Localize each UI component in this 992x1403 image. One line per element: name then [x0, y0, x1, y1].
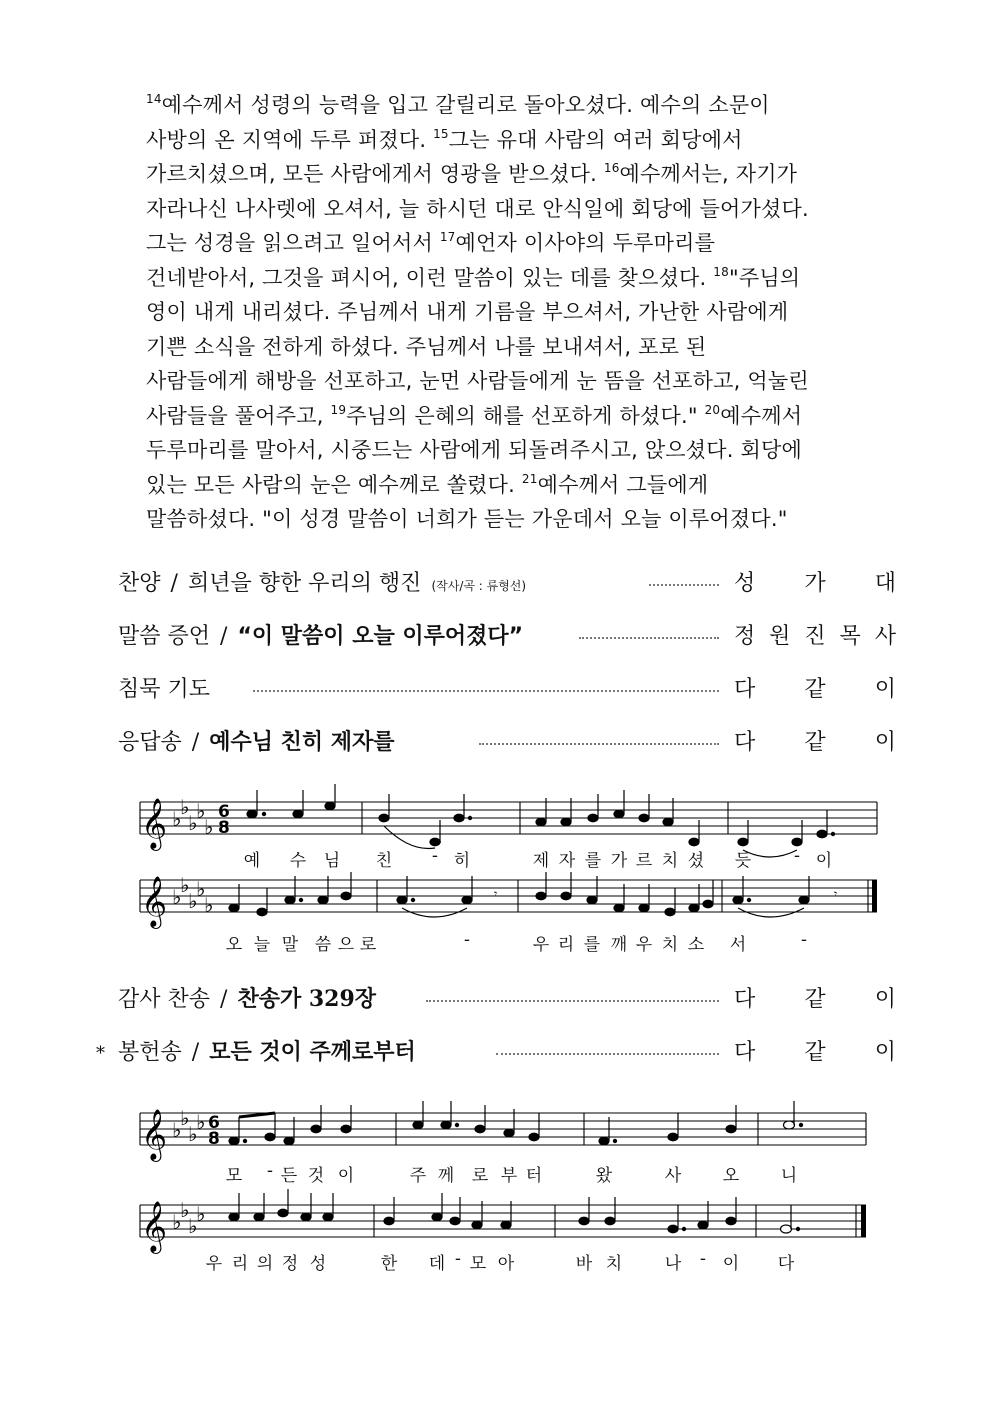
lyric-syllable: 치: [661, 935, 679, 955]
lyric-syllable: 것: [307, 1166, 325, 1186]
lyric-syllable: -: [454, 1249, 462, 1269]
leader-dots: [649, 584, 719, 586]
leader-dots: [253, 690, 719, 692]
asterisk-icon: *: [96, 1043, 105, 1064]
item-leader: 다 같 이: [734, 987, 896, 1012]
verse-text: 사람들에게 해방을 선포하고, 눈먼 사람들에게 눈 뜸을 선포하고, 억눌린: [146, 369, 809, 393]
svg-text:♭: ♭: [196, 1202, 206, 1226]
lyric-syllable: 자: [558, 851, 576, 871]
offering-song-score: [0, 1095, 992, 1280]
lyric-syllable: 모: [469, 1254, 487, 1274]
svg-text:♭: ♭: [172, 807, 182, 831]
scripture-line: [146, 364, 876, 399]
item-title: 찬송가 329장: [237, 986, 377, 1012]
verse-text: 건네받아서, 그것을 펴시어, 이런 말씀이 있는 데를 찾으셨다.: [146, 265, 714, 290]
verse-text: 가르치셨으며, 모든 사람에게서 영광을 받으셨다.: [146, 162, 604, 186]
verse-number: 16: [603, 161, 620, 175]
notes-line-2: [229, 872, 837, 917]
svg-text:♭: ♭: [172, 1210, 182, 1234]
lyric-syllable: 든: [280, 1166, 298, 1186]
lyric-syllable: 우: [532, 935, 550, 955]
lyric-syllable: 의: [256, 1254, 274, 1274]
svg-text:♭: ♭: [196, 877, 206, 901]
lyric-syllable: 나: [664, 1254, 682, 1274]
treble-clef-icon: 𝄞: [141, 798, 168, 849]
lyric-syllable: 우: [205, 1254, 223, 1274]
lyric-syllable: 씀: [314, 935, 332, 955]
lyric-syllable: 를: [584, 851, 602, 871]
lyric-syllable: -: [793, 846, 801, 866]
lyric-syllable: 르: [635, 851, 653, 871]
lyrics-line-2: [0, 1249, 992, 1273]
item-leader: 다 같 이: [734, 730, 896, 755]
verse-text: "주님의: [728, 265, 801, 290]
lyric-syllable: 이: [815, 851, 833, 871]
lyrics-line-2: [0, 930, 992, 954]
scripture-line: [146, 88, 876, 123]
lyric-syllable: 리: [231, 1254, 249, 1274]
lyric-syllable: 데: [428, 1254, 446, 1274]
lyric-syllable: 부: [500, 1166, 518, 1186]
svg-text:8: 8: [218, 818, 230, 838]
verse-number: 19: [330, 402, 347, 417]
leader-dots: [496, 1053, 719, 1055]
scripture-line: [146, 123, 876, 158]
scripture-line: [146, 399, 876, 434]
response-song-score: [0, 780, 992, 960]
scripture-line: [146, 261, 876, 296]
lyric-syllable: 수: [289, 851, 307, 871]
verse-text: 두루마리를 말아서, 시중드는 사람에게 되돌려주시고, 앉으셨다. 회당에: [146, 438, 802, 462]
svg-text:♭: ♭: [180, 1198, 190, 1222]
item-title: 모든 것이 주께로부터: [209, 1040, 416, 1065]
svg-text:♭: ♭: [204, 815, 214, 839]
verse-text: 있는 모든 사람의 눈은 예수께로 쏠렸다.: [146, 472, 522, 497]
lyric-syllable: -: [266, 1161, 274, 1181]
order-item-response: 응답송 / 예수님 친히 제자를 다 같 이: [96, 725, 896, 765]
lyric-syllable: 오: [225, 935, 243, 955]
treble-clef-icon: 𝄞: [141, 1201, 168, 1252]
item-label: 찬양: [118, 571, 161, 596]
lyric-syllable: 로: [359, 935, 377, 955]
lyric-syllable: 사: [664, 1166, 682, 1186]
verse-number: 15: [433, 126, 449, 141]
lyric-syllable: 으: [337, 935, 355, 955]
verse-text: 사람들을 풀어주고,: [146, 403, 331, 428]
lyric-syllable: 주: [409, 1166, 427, 1186]
lyric-syllable: 우: [635, 935, 653, 955]
verse-text: 예언자 이사야의 두루마리를: [455, 231, 716, 255]
item-label: 감사 찬송: [118, 987, 211, 1012]
lyric-syllable: 정: [281, 1254, 299, 1274]
item-label: 말씀 증언: [118, 624, 211, 649]
svg-text:𝄾: 𝄾: [834, 887, 838, 901]
lyric-syllable: 님: [323, 851, 341, 871]
lyrics-line-1: [0, 846, 992, 870]
lyric-syllable: 셨: [687, 851, 705, 871]
item-label: 응답송: [118, 730, 182, 755]
time-signature: [218, 802, 230, 838]
lyric-syllable: 치: [605, 1254, 623, 1274]
order-item-thanks: 감사 찬송 / 찬송가 329장 다 같 이: [96, 982, 896, 1022]
lyric-syllable: 이: [722, 1254, 740, 1274]
verse-text: 영이 내게 내리셨다. 주님께서 내게 기름을 부으셔서, 가난한 사람에게: [146, 300, 789, 324]
lyric-syllable: 소: [687, 935, 705, 955]
verse-text: 그는 유대 사람의 여러 회당에서: [448, 127, 743, 152]
order-item-sermon: 말씀 증언 / “이 말씀이 오늘 이루어졌다” 정 원 진 목 사: [96, 619, 896, 659]
svg-text:♭: ♭: [188, 811, 198, 835]
order-item-hymn: 찬양 / 희년을 향한 우리의 행진 (작사/곡 : 류형선) 성 가 대: [96, 566, 896, 606]
verse-text: 기쁜 소식을 전하게 하셨다. 주님께서 나를 보내셔서, 포로 된: [146, 334, 707, 359]
order-item-offering: * 봉헌송 / 모든 것이 주께로부터 다 같 이: [96, 1035, 896, 1075]
scripture-line: [146, 330, 876, 365]
lyric-syllable: 가: [610, 851, 628, 871]
item-title: 희년을 향한 우리의 행진: [187, 571, 422, 596]
verse-text: 예수께서 성령의 능력을 입고 갈릴리로 돌아오셨다. 예수의 소문이: [161, 93, 770, 117]
lyric-syllable: 리: [557, 935, 575, 955]
lyric-syllable: 바: [575, 1254, 593, 1274]
notes-line-2: [229, 1189, 800, 1233]
item-label: 침묵 기도: [118, 677, 211, 702]
verse-text: 예수께서는, 자기가: [619, 162, 798, 186]
lyric-syllable: 아: [497, 1254, 515, 1274]
lyric-syllable: 터: [525, 1166, 543, 1186]
verse-text: 예수께서 그들에게: [537, 472, 709, 497]
svg-text:6: 6: [218, 802, 230, 822]
verse-text: 사방의 온 지역에 두루 퍼졌다.: [146, 127, 434, 152]
treble-clef-icon: 𝄞: [141, 876, 168, 927]
svg-text:♭: ♭: [188, 1214, 198, 1238]
svg-text:8: 8: [208, 1129, 220, 1149]
svg-text:♭: ♭: [188, 889, 198, 913]
notes-line-1: [229, 1101, 803, 1145]
item-leader: 다 같 이: [734, 1040, 896, 1065]
item-label: 봉헌송: [118, 1040, 182, 1065]
lyric-syllable: 를: [583, 935, 601, 955]
lyric-syllable: 니: [780, 1166, 798, 1186]
lyric-syllable: 모: [225, 1166, 243, 1186]
lyric-syllable: -: [463, 930, 471, 950]
lyric-syllable: -: [699, 1249, 707, 1269]
leader-dots: [479, 743, 719, 745]
lyric-syllable: 로: [471, 1166, 489, 1186]
lyric-syllable: 치: [661, 851, 679, 871]
item-leader: 다 같 이: [734, 677, 896, 702]
lyric-syllable: 친: [375, 851, 393, 871]
verse-number: 21: [521, 471, 538, 486]
scripture-line: [146, 295, 876, 330]
lyric-syllable: 히: [453, 851, 471, 871]
lyrics-line-1: [0, 1161, 992, 1185]
verse-number: 17: [439, 230, 456, 244]
item-title: “이 말씀이 오늘 이루어졌다”: [237, 624, 524, 649]
lyric-syllable: 깨: [610, 935, 628, 955]
lyric-syllable: 성: [309, 1254, 327, 1274]
item-leader: 정 원 진 목 사: [734, 624, 896, 649]
lyric-syllable: 서: [729, 935, 747, 955]
svg-text:♭: ♭: [196, 799, 206, 823]
svg-text:♭: ♭: [172, 1118, 182, 1142]
lyric-syllable: 듯: [734, 851, 752, 871]
scripture-line: [146, 502, 876, 537]
lyric-syllable: 다: [777, 1254, 795, 1274]
scripture-line: [146, 157, 876, 192]
verse-text: 그는 성경을 읽으려고 일어서서: [146, 231, 440, 255]
time-signature: [208, 1113, 220, 1149]
svg-text:𝄾: 𝄾: [494, 887, 498, 901]
svg-text:♭: ♭: [180, 1106, 190, 1130]
treble-clef-icon: 𝄞: [141, 1109, 168, 1160]
svg-text:♭: ♭: [204, 893, 214, 917]
svg-text:♭: ♭: [172, 885, 182, 909]
lyric-syllable: -: [800, 930, 808, 950]
lyric-syllable: 께: [437, 1166, 455, 1186]
verse-text: 자라나신 나사렛에 오셔서, 늘 하시던 대로 안식일에 회당에 들어가셨다.: [146, 196, 809, 221]
leader-dots: [426, 1000, 719, 1002]
lyric-syllable: 이: [337, 1166, 355, 1186]
svg-text:♭: ♭: [196, 1110, 206, 1134]
scripture-line: [146, 226, 876, 261]
lyric-syllable: 말: [281, 935, 299, 955]
svg-text:♭: ♭: [188, 1122, 198, 1146]
item-note: (작사/곡 : 류형선): [431, 579, 527, 593]
svg-text:6: 6: [208, 1113, 220, 1133]
leader-dots: [579, 637, 719, 639]
verse-text: 말씀하셨다. "이 성경 말씀이 너희가 듣는 가운데서 오늘 이루어졌다.": [146, 507, 788, 531]
item-leader: 성 가 대: [734, 571, 896, 596]
lyric-syllable: 예: [243, 851, 261, 871]
svg-text:♭: ♭: [180, 873, 190, 897]
lyric-syllable: 늘: [253, 935, 271, 955]
scripture-passage: [146, 88, 876, 537]
lyric-syllable: -: [431, 846, 439, 866]
svg-text:♭: ♭: [180, 795, 190, 819]
scripture-line: [146, 468, 876, 503]
lyric-syllable: 오: [722, 1166, 740, 1186]
lyric-syllable: 한: [380, 1254, 398, 1274]
lyric-syllable: 제: [532, 851, 550, 871]
verse-text: 예수께서: [720, 403, 803, 428]
scripture-line: [146, 192, 876, 227]
item-title: 예수님 친히 제자를: [209, 729, 395, 755]
verse-text: 주님의 은혜의 해를 선포하게 하셨다.": [346, 403, 705, 428]
verse-number: 14: [146, 92, 162, 106]
verse-number: 18: [713, 264, 729, 279]
scripture-line: [146, 433, 876, 468]
lyric-syllable: 왔: [595, 1166, 613, 1186]
verse-number: 20: [704, 402, 721, 417]
order-item-prayer: [96, 672, 896, 712]
